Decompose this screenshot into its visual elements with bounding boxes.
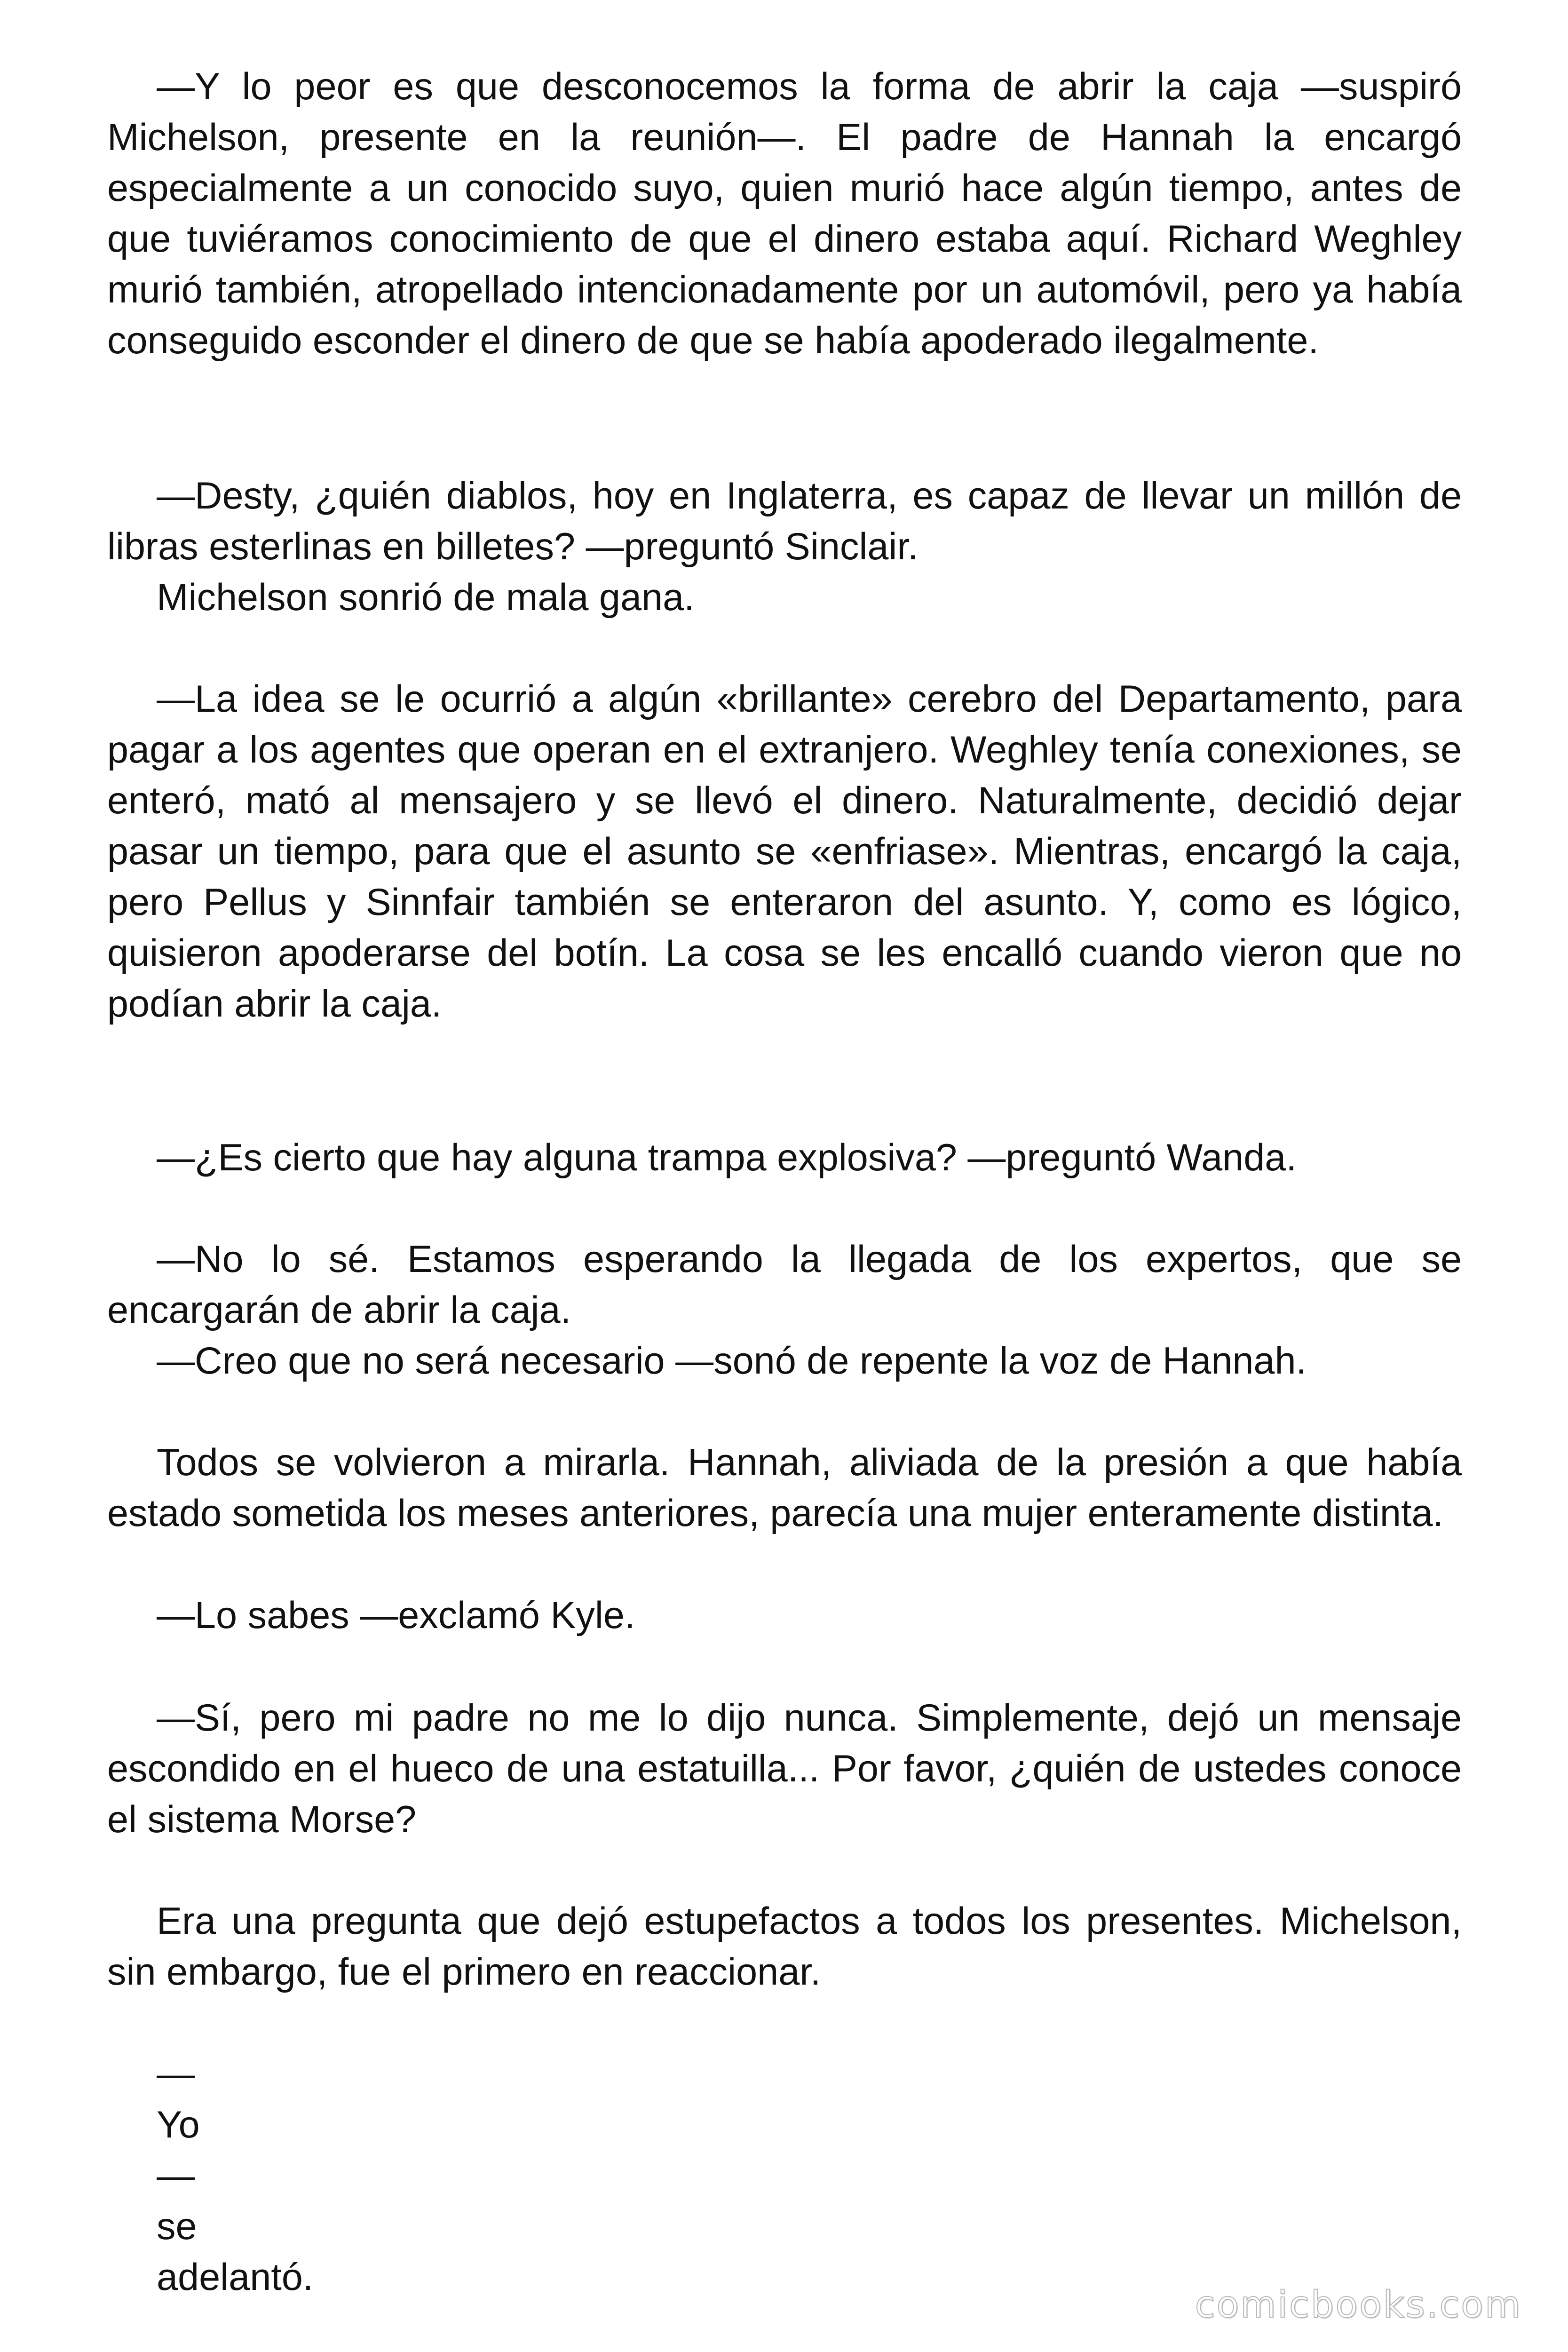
- paragraph-6: —No lo sé. Estamos esperando la llegada de los expertos, que se encargarán de abrir la caja.: [107, 1238, 1462, 1331]
- paragraph-8: Todos se volvieron a mirarla. Hannah, aliviada de la presión a que había estado sometida los meses anteriores, parecía una mujer enteramente distinta.: [107, 1441, 1462, 1534]
- paragraph-5: —¿Es cierto que hay alguna trampa explosiva? —preguntó Wanda.: [157, 1136, 1297, 1179]
- paragraph-9: —Lo sabes —exclamó Kyle.: [157, 1594, 635, 1637]
- paragraph-7: —Creo que no será necesario —sonó de repente la voz de Hannah.: [157, 1340, 1307, 1382]
- paragraph-4: —La idea se le ocurrió a algún «brillante» cerebro del Departamento, para pagar a los agentes que operan en el extranjero. Weghley tenía conexiones, se enteró, mató al mensajero y se llevó el dinero. Naturalmente, decidió dejar pasar un tiempo, para que el asunto se «enfriase». Mientras, encargó la caja, pero Pellus y Sinnfair también se enteraron del asunto. Y, como es lógico, quisieron apoderarse del botín. La cosa se les encalló cuando vieron que no podían abrir la caja.: [107, 678, 1462, 1025]
- paragraph-1: —Y lo peor es que desconocemos la forma de abrir la caja —suspiró Michelson, presente en la reunión—. El padre de Hannah la encargó especialmente a un conocido suyo, quien murió hace algún tiempo, antes de que tuviéramos conocimiento de que el dinero estaba aquí. Richard Weghley murió también, atropellado intencionadamente por un automóvil, pero ya había conseguido esconder el dinero de que se había apoderado ilegalmente.: [107, 65, 1462, 362]
- paragraph-2: —Desty, ¿quién diablos, hoy en Inglaterra, es capaz de llevar un millón de libras esterlinas en billetes? —preguntó Sinclair.: [107, 475, 1462, 568]
- fragment-line-3: —: [157, 2154, 195, 2197]
- site-watermark: comicbooks.com: [1195, 2284, 1522, 2326]
- fragment-line-4: se: [157, 2205, 197, 2248]
- fragment-line-1: —: [157, 2053, 195, 2095]
- paragraph-10: —Sí, pero mi padre no me lo dijo nunca. Simplemente, dejó un mensaje escondido en el hueco de una estatuilla... Por favor, ¿quién de ustedes conoce el sistema Morse?: [107, 1697, 1462, 1841]
- paragraph-3: Michelson sonrió de mala gana.: [157, 576, 695, 619]
- fragment-line-2: Yo: [157, 2104, 200, 2146]
- fragment-line-5: adelantó.: [157, 2256, 314, 2298]
- paragraph-11: Era una pregunta que dejó estupefactos a todos los presentes. Michelson, sin embargo, fue el primero en reaccionar.: [107, 1900, 1462, 1993]
